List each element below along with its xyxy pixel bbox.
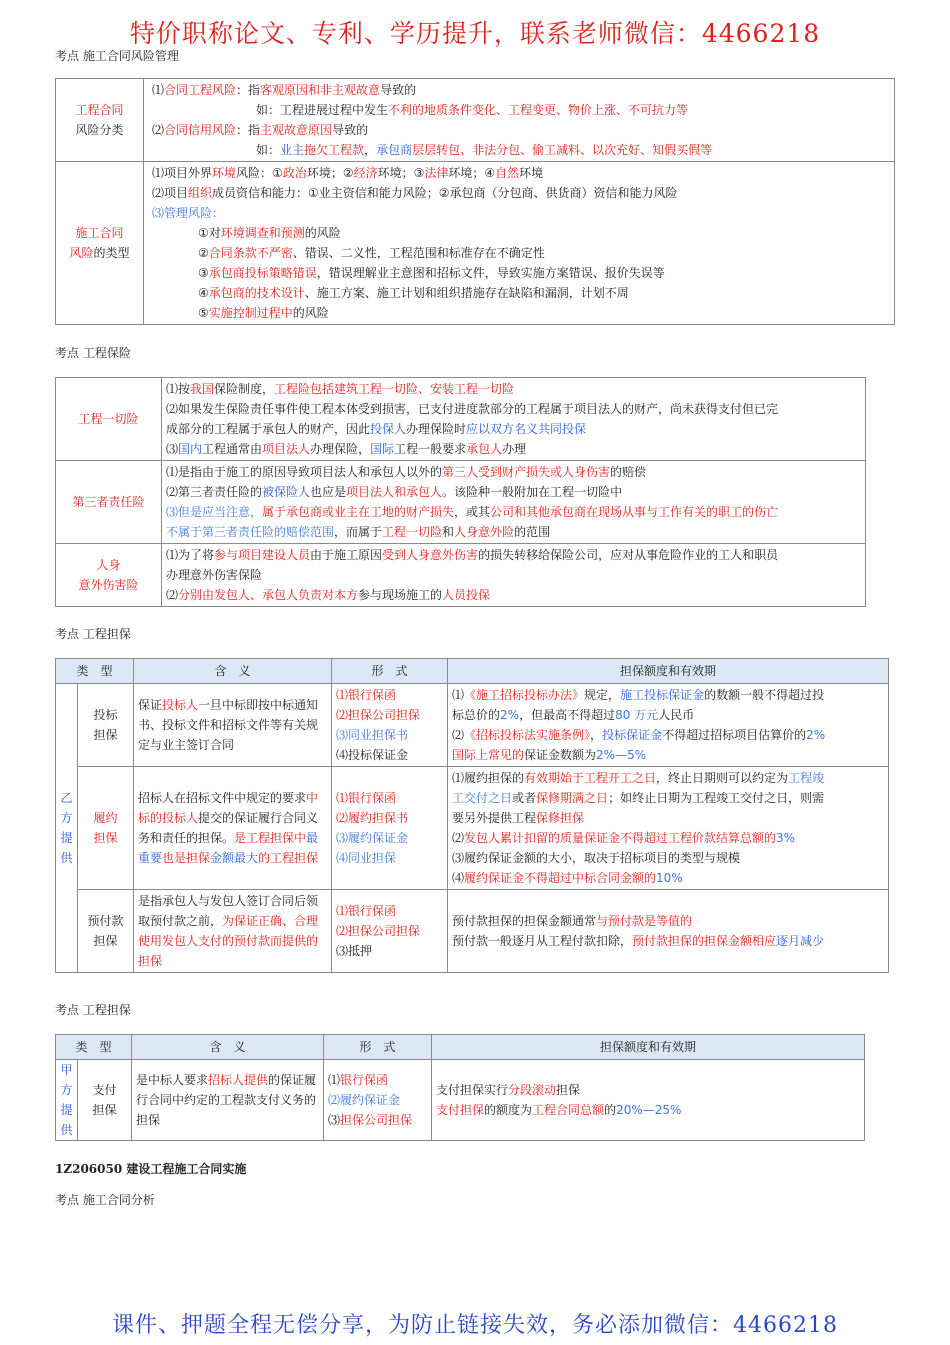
top-banner: 特价职称论文、专利、学历提升，联系老师微信：4466218 xyxy=(129,19,821,48)
header-meaning: 含 义 xyxy=(134,659,332,684)
bid-guarantee-forms: ⑴银行保函 ⑵担保公司担保 ⑶同业担保书 ⑷投标保证金 xyxy=(332,684,448,767)
advance-payment-guarantee-label: 预付款 担保 xyxy=(78,890,134,973)
third-party-content: ⑴是指由于施工的原因导致项目法人和承包人以外的第三人受到财产损失或人身伤害的赔偿 ⑵第三者责任险的被保险人也应是项目法人和承包人。该险种一般附加在工程一切险中 ⑶但是应当注意，属于承包商或业主在工地的财产损失，或其公司和其他承包商在现场从事与工作有关的职工的伤亡 不属于第三者责任险的赔偿范围，而属于工程一切险和人身意外险的范围 xyxy=(162,461,866,544)
payment-guarantee-meaning: 是中标人要求招标人提供的保证履行合同中约定的工程款支付义务的担保 xyxy=(132,1060,324,1141)
management-risk-item: ②合同条款不严密、错误、二义性，工程范围和标准存在不确定性 xyxy=(198,246,545,260)
section-title-contract-analysis: 考点 施工合同分析 xyxy=(55,1193,155,1207)
accident-content: ⑴为了将参与项目建设人员由于施工原因受到人身意外伤害的损失转移给保险公司，应对从事危险作业的工人和职员 办理意外伤害保险 ⑵分别由发包人、承包人负责对本方参与现场施工的人员投保 xyxy=(162,544,866,607)
third-party-label: 第三者责任险 xyxy=(56,461,162,544)
risk-table xyxy=(55,78,895,325)
performance-guarantee-amount: ⑴履约担保的有效期始于工程开工之日，终止日期则可以约定为工程竣 工交付之日或者保修期满之日；如终止日期为工程竣工交付之日，则需 要另外提供工程保修担保 ⑵发包人累计扣留的质量保证金不得超过工程价款结算总额的3% ⑶履约保证金额的大小，取决于招标项目的类型与规模 ⑷履约保证金不得超过中标合同金额的10% xyxy=(448,767,889,890)
contract-engineering-risk: ⑴合同工程风险：指客观原因和非主观故意导致的 xyxy=(152,83,417,97)
header-type: 类 型 xyxy=(56,1035,132,1060)
management-risk: ⑶管理风险： xyxy=(152,206,225,220)
header-amount: 担保额度和有效期 xyxy=(432,1035,865,1060)
header-form: 形 式 xyxy=(332,659,448,684)
management-risk-item: ④承包商的技术设计、施工方案、施工计划和组织措施存在缺陷和漏洞，计划不周 xyxy=(198,286,629,300)
performance-guarantee-forms: ⑴银行保函 ⑵履约担保书 ⑶履约保证金 ⑷同业担保 xyxy=(332,767,448,890)
payment-guarantee-table xyxy=(55,1034,865,1141)
header-meaning: 含 义 xyxy=(132,1035,324,1060)
accident-label: 人身 意外伤害险 xyxy=(56,544,162,607)
bid-guarantee-meaning: 保证投标人一旦中标即按中标通知书、投标文件和招标文件等有关规定与业主签订合同 xyxy=(134,684,332,767)
performance-guarantee-label: 履约 担保 xyxy=(78,767,134,890)
contractor-provided-label: 乙 方 提 供 xyxy=(56,684,78,973)
performance-guarantee-meaning: 招标人在招标文件中规定的要求中标的投标人提交的保证履行合同义务和责任的担保。是工程担保中最重要也是担保金额最大的工程担保 xyxy=(134,767,332,890)
risk-type-content xyxy=(144,162,895,325)
risk-type-label: 施工合同 风险的类型 xyxy=(56,162,144,325)
all-risk-content: ⑴按我国保险制度，工程险包括建筑工程一切险、安装工程一切险 ⑵如果发生保险责任事件使工程本体受到损害，已支付进度款部分的工程属于项目法人的财产，尚未获得支付但已完 成部分的工程属于承包人的财产，因此投保人办理保险时应以双方名义共同投保 ⑶国内工程通常由项目法人办理保险，国际工程一般要求承包人办理 xyxy=(162,378,866,461)
contract-credit-risk-example: 如：业主拖欠工程款，承包商层层转包、非法分包、偷工减料、以次充好、知假买假等 xyxy=(256,143,713,157)
organization-risk: ⑵项目组织成员资信和能力：①业主资信和能力风险；②承包商（分包商、供货商）资信和能力风险 xyxy=(152,186,678,200)
header-form: 形 式 xyxy=(324,1035,432,1060)
header-type: 类 型 xyxy=(56,659,134,684)
payment-guarantee-label: 支付 担保 xyxy=(78,1060,132,1141)
payment-guarantee-forms: ⑴银行保函 ⑵履约保证金 ⑶担保公司担保 xyxy=(324,1060,432,1141)
section-title-guarantee-2: 考点 工程担保 xyxy=(55,1003,131,1017)
guarantee-table xyxy=(55,658,889,973)
insurance-table xyxy=(55,377,866,607)
management-risk-item: ①对环境调查和预测的风险 xyxy=(198,226,341,240)
payment-guarantee-amount: 支付担保实行分段滚动担保 支付担保的额度为工程合同总额的20%—25% xyxy=(432,1060,865,1141)
bottom-banner: 课件、押题全程无偿分享，为防止链接失效，务必添加微信：4466218 xyxy=(112,1313,838,1338)
section-title-guarantee: 考点 工程担保 xyxy=(55,627,131,641)
advance-payment-guarantee-amount: 预付款担保的担保金额通常与预付款是等值的 预付款一般逐月从工程付款扣除，预付款担保的担保金额相应逐月减少 xyxy=(448,890,889,973)
bid-guarantee-label: 投标 担保 xyxy=(78,684,134,767)
contract-credit-risk: ⑵合同信用风险：指主观故意原因导致的 xyxy=(152,123,369,137)
owner-provided-label: 甲 方 提 供 xyxy=(56,1060,78,1141)
advance-payment-guarantee-meaning: 是指承包人与发包人签订合同后领取预付款之前，为保证正确、合理使用发包人支付的预付款而提供的担保 xyxy=(134,890,332,973)
chapter-heading: 1Z206050 建设工程施工合同实施 xyxy=(55,1162,247,1176)
management-risk-item: ⑤实施控制过程中的风险 xyxy=(198,306,329,320)
advance-payment-guarantee-forms: ⑴银行保函 ⑵担保公司担保 ⑶抵押 xyxy=(332,890,448,973)
section-title-insurance: 考点 工程保险 xyxy=(55,346,131,360)
section-title-risk: 考点 施工合同风险管理 xyxy=(55,49,179,63)
contract-engineering-risk-example: 如：工程进展过程中发生不利的地质条件变化、工程变更、物价上涨、不可抗力等 xyxy=(256,103,689,117)
header-amount: 担保额度和有效期 xyxy=(448,659,889,684)
bid-guarantee-amount: ⑴《施工招标投标办法》规定，施工投标保证金的数额一般不得超过投 标总价的2%，但最高不得超过80 万元人民币 ⑵《招标投标法实施条例》，投标保证金不得超过招标项目估算价的2% 国际上常见的保证金数额为2%—5% xyxy=(448,684,889,767)
risk-classification-label: 工程合同 风险分类 xyxy=(56,79,144,162)
external-env-risk: ⑴项目外界环境风险：①政治环境；②经济环境；③法律环境；④自然环境 xyxy=(152,166,544,180)
management-risk-item: ③承包商投标策略错误，错误理解业主意图和招标文件，导致实施方案错误、报价失误等 xyxy=(198,266,665,280)
all-risk-label: 工程一切险 xyxy=(56,378,162,461)
risk-classification-content xyxy=(144,79,895,162)
